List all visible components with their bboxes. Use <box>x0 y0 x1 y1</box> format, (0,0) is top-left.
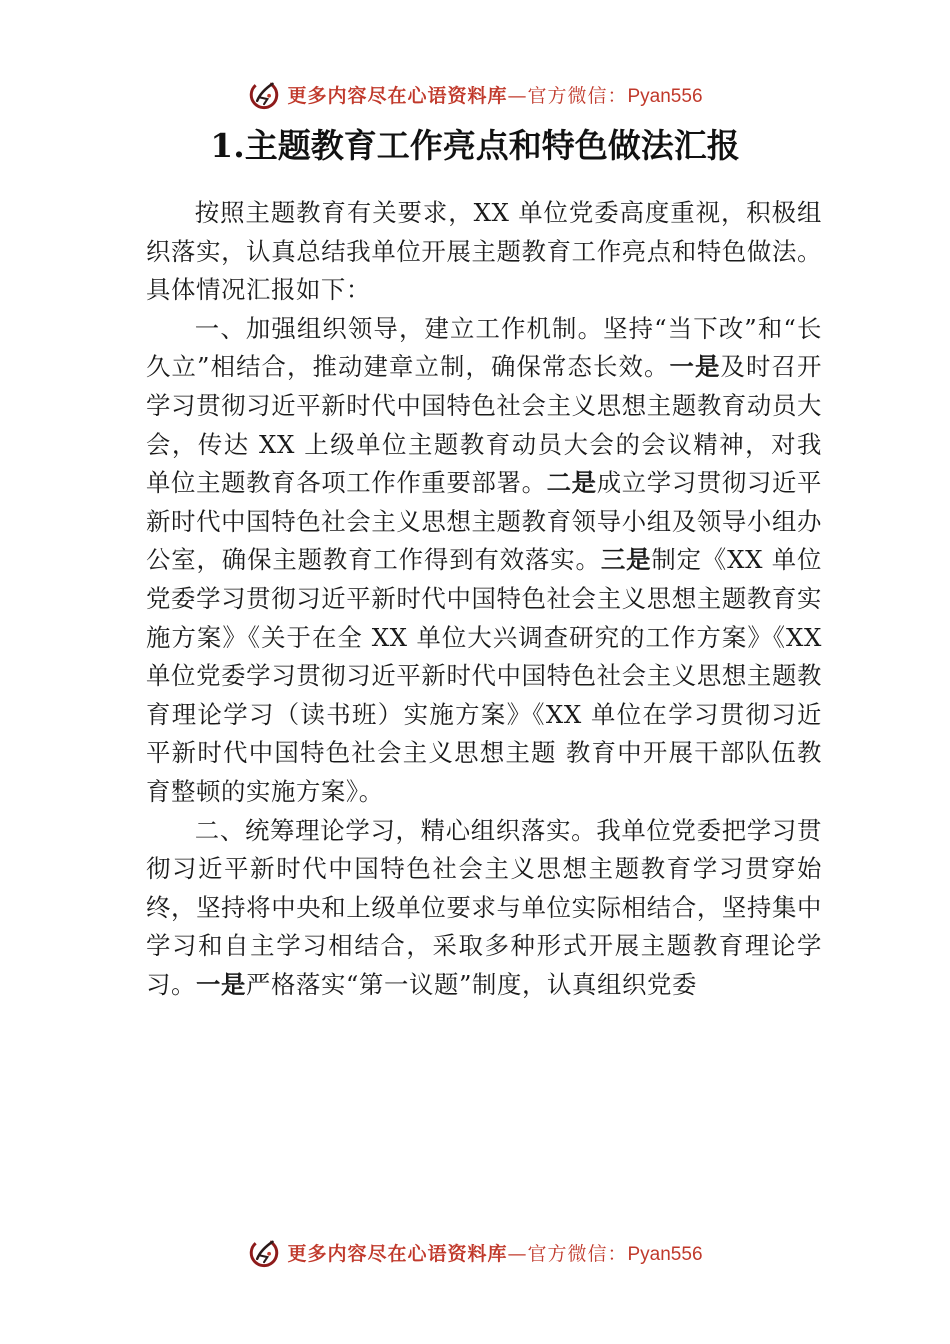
calligraphy-seal-icon <box>247 1235 281 1269</box>
watermark-suffix: 官方微信： <box>527 1242 628 1265</box>
header-watermark <box>0 74 950 114</box>
section-one-item-3: 制定《XX 单位党委学习贯彻习近平新时代中国特色社会主义思想主题教育实施方案》《关于在全 XX 单位大兴调查研究的工作方案》《XX 单位党委学习贯彻习近平新时代中国特色社会主义思想主题教育理论学习（读书班）实施方案》《XX 单位在学习贯彻习近平新时代中国特色社会主义思想主题 教育中开展干部队伍教育整顿的实施方案》。 <box>146 545 822 806</box>
keyword-third: 三是 <box>600 545 652 575</box>
watermark-suffix: 官方微信： <box>527 84 628 107</box>
paragraph-section-one <box>146 310 822 812</box>
watermark-wechat-id: Pyan556 <box>627 1243 703 1265</box>
document-title: 1.主题教育工作亮点和特色做法汇报 <box>210 126 740 165</box>
footer-watermark <box>0 1232 950 1272</box>
paragraph-intro: 按照主题教育有关要求，XX 单位党委高度重视，积极组织落实，认真总结我单位开展主题教育工作亮点和特色做法。具体情况汇报如下： <box>146 198 822 305</box>
paragraph-section-two <box>146 812 822 1005</box>
watermark-main: 更多内容尽在心语资料库 <box>287 1242 508 1265</box>
watermark-wechat-id: Pyan556 <box>627 85 703 107</box>
section-one-heading: 一、加强组织领导，建立工作机制。坚持“当下改”和“长久立”相结合，推动建章立制，确保常态长效。 <box>146 313 822 382</box>
keyword-second: 二是 <box>546 468 597 498</box>
watermark-dash: — <box>507 84 528 107</box>
section-one-item-2: 成立学习贯彻习近平新时代中国特色社会主义思想主题教育领导小组及领导小组办公室，确保主题教育工作得到有效落实。 <box>146 468 822 575</box>
section-one-item-1: 及时召开学习贯彻习近平新时代中国特色社会主义思想主题教育动员大会，传达 XX 上级单位主题教育动员大会的会议精神，对我单位主题教育各项工作作重要部署。 <box>146 352 822 498</box>
watermark-main: 更多内容尽在心语资料库 <box>287 84 508 107</box>
keyword-first: 一是 <box>669 352 721 382</box>
watermark-text <box>287 1239 702 1266</box>
calligraphy-seal-icon <box>247 77 281 111</box>
watermark-text <box>287 81 702 108</box>
watermark-dash: — <box>507 1242 528 1265</box>
document-body <box>146 194 822 1004</box>
section-two-item-1: 严格落实“第一议题”制度，认真组织党委 <box>245 969 697 999</box>
section-two-heading: 二、统筹理论学习，精心组织落实。我单位党委把学习贯彻习近平新时代中国特色社会主义思想主题教育学习贯穿始终，坚持将中央和上级单位要求与单位实际相结合，坚持集中学习和自主学习相结合，采取多种形式开展主题教育理论学习。 <box>146 815 822 999</box>
keyword-first-2: 一是 <box>195 969 246 999</box>
